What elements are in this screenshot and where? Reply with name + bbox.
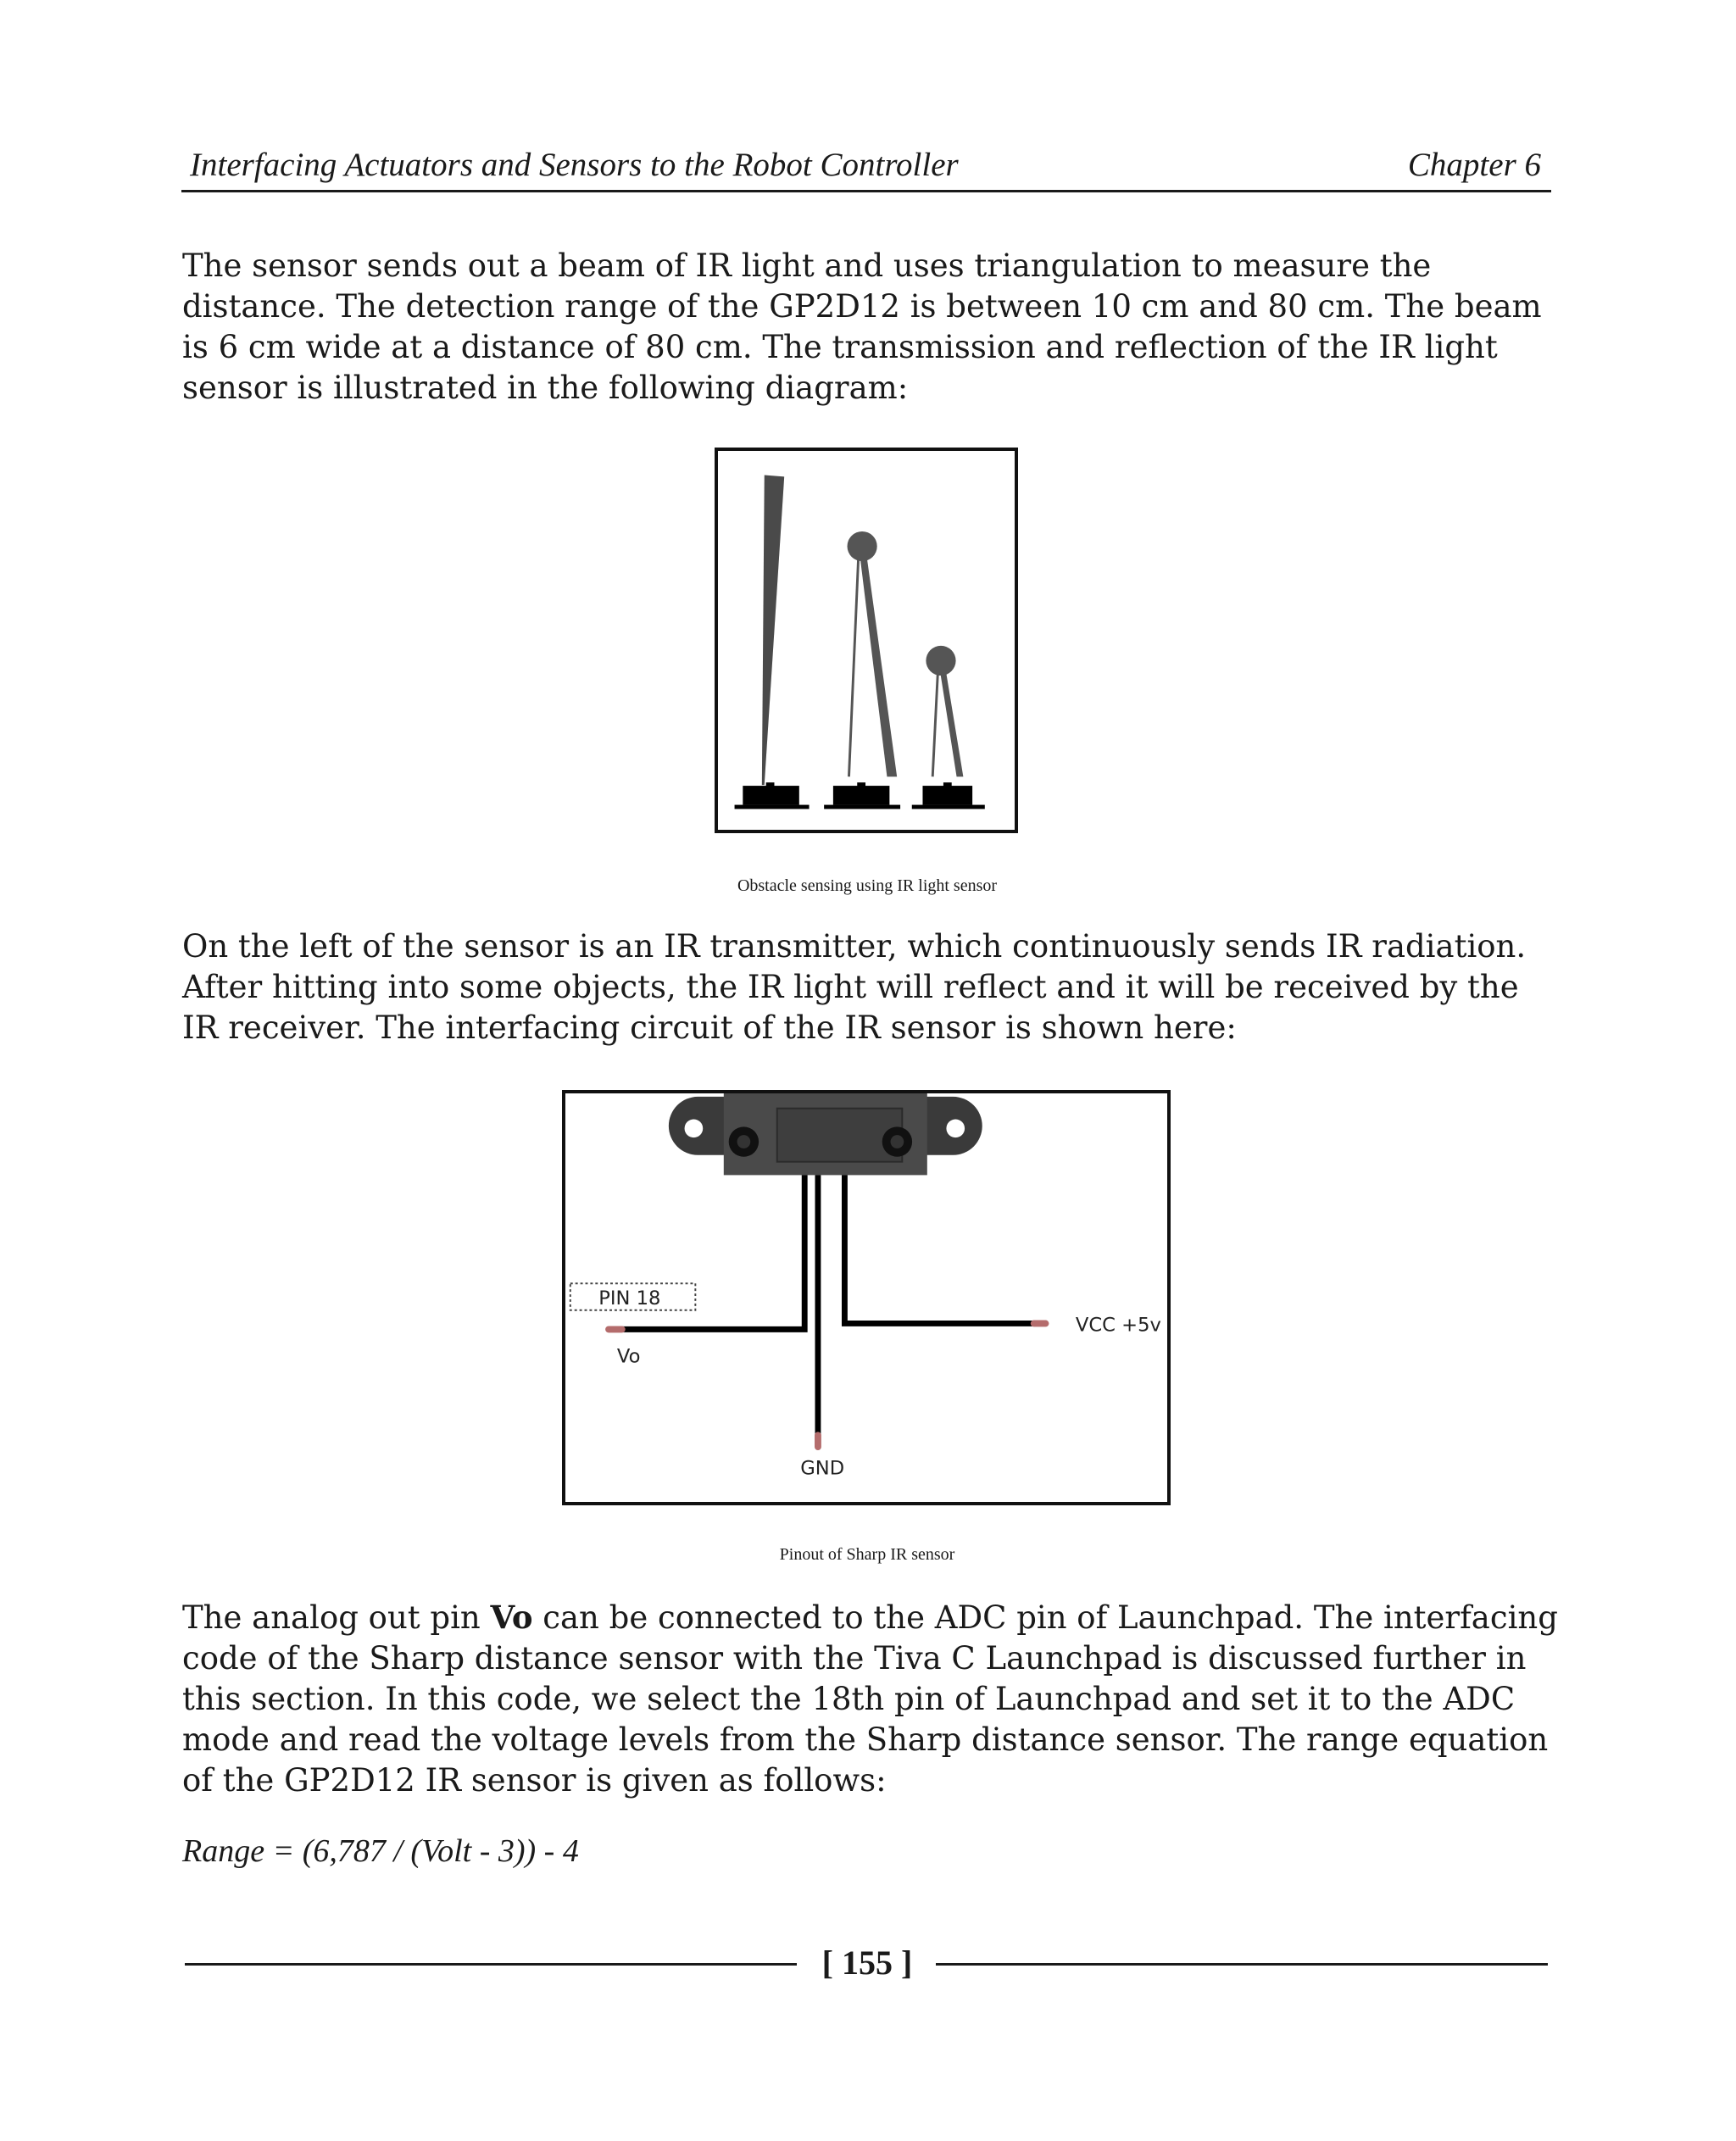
footer-rule-left [185,1963,797,1966]
wire-vcc [844,1175,1033,1323]
mount-hole-right [946,1119,965,1137]
wires [609,1175,1034,1435]
gnd-label: GND [800,1457,845,1480]
ir-beam-long [762,475,784,785]
obstacle-mid [848,531,877,561]
pinout-diagram [565,1093,1167,1502]
obstacle-near [926,646,955,676]
range-equation: Range = (6,787 / (Volt - 3)) - 4 [182,1833,579,1869]
sensor-left [735,782,810,809]
sensor-middle [824,782,900,809]
ir-beam-short-emit [932,660,938,776]
vo-label: Vo [616,1345,641,1368]
p3-text-after: can be connected to the ADC pin of Launchpad. The interfacing code of the Sharp distance sensor with the Tiva C Launchpad is discussed further in this section. In this code, we select the 18th pin of Launchpad and set it to the ADC mode and read the voltage levels from the Sharp distance sensor. The range equation of the GP2D12 IR sensor is given as follows: [182,1599,1558,1799]
pin18-label: PIN 18 [598,1287,661,1310]
chapter-number: Chapter 6 [1407,147,1541,183]
p3-text-before: The analog out pin [182,1599,491,1636]
paragraph-transmitter: On the left of the sensor is an IR transmitter, which continuously sends IR radiation. After hitting into some objects, the IR light will reflect and it will be received by the IR receiver. The interfacing circuit of the IR sensor is shown here: [182,928,1527,1046]
figure1-caption: Obstacle sensing using IR light sensor [737,876,998,895]
vo-pin-name: Vo [490,1599,533,1636]
mount-hole-left [685,1119,704,1137]
footer-rule-right [936,1963,1548,1966]
sensor-right [912,782,985,809]
ir-beam-mid-emit [849,548,859,777]
obstacle-sensing-diagram [718,451,1015,830]
header-rule [181,190,1551,192]
chapter-title: Interfacing Actuators and Sensors to the Robot Controller [190,147,959,183]
vcc-label: VCC +5v [1075,1314,1161,1337]
page-number: [ 155 ] [821,1944,913,1982]
obstacle-sensing-figure [715,448,1018,833]
paragraph-adc [182,1597,1560,1801]
ir-beam-short-reflect [938,660,963,776]
sharp-sensor-body [669,1093,982,1175]
paragraph-intro: The sensor sends out a beam of IR light and uses triangulation to measure the distance. The detection range of the GP2D12 is between 10 cm and 80 cm. The beam is 6 cm wide at a distance of 80 cm. The transmission and reflection of the IR light sensor is illustrated in the following diagram: [182,247,1542,406]
figure2-caption: Pinout of Sharp IR sensor [779,1545,955,1564]
ir-beam-mid-reflect [859,548,897,777]
pinout-figure [562,1090,1171,1505]
